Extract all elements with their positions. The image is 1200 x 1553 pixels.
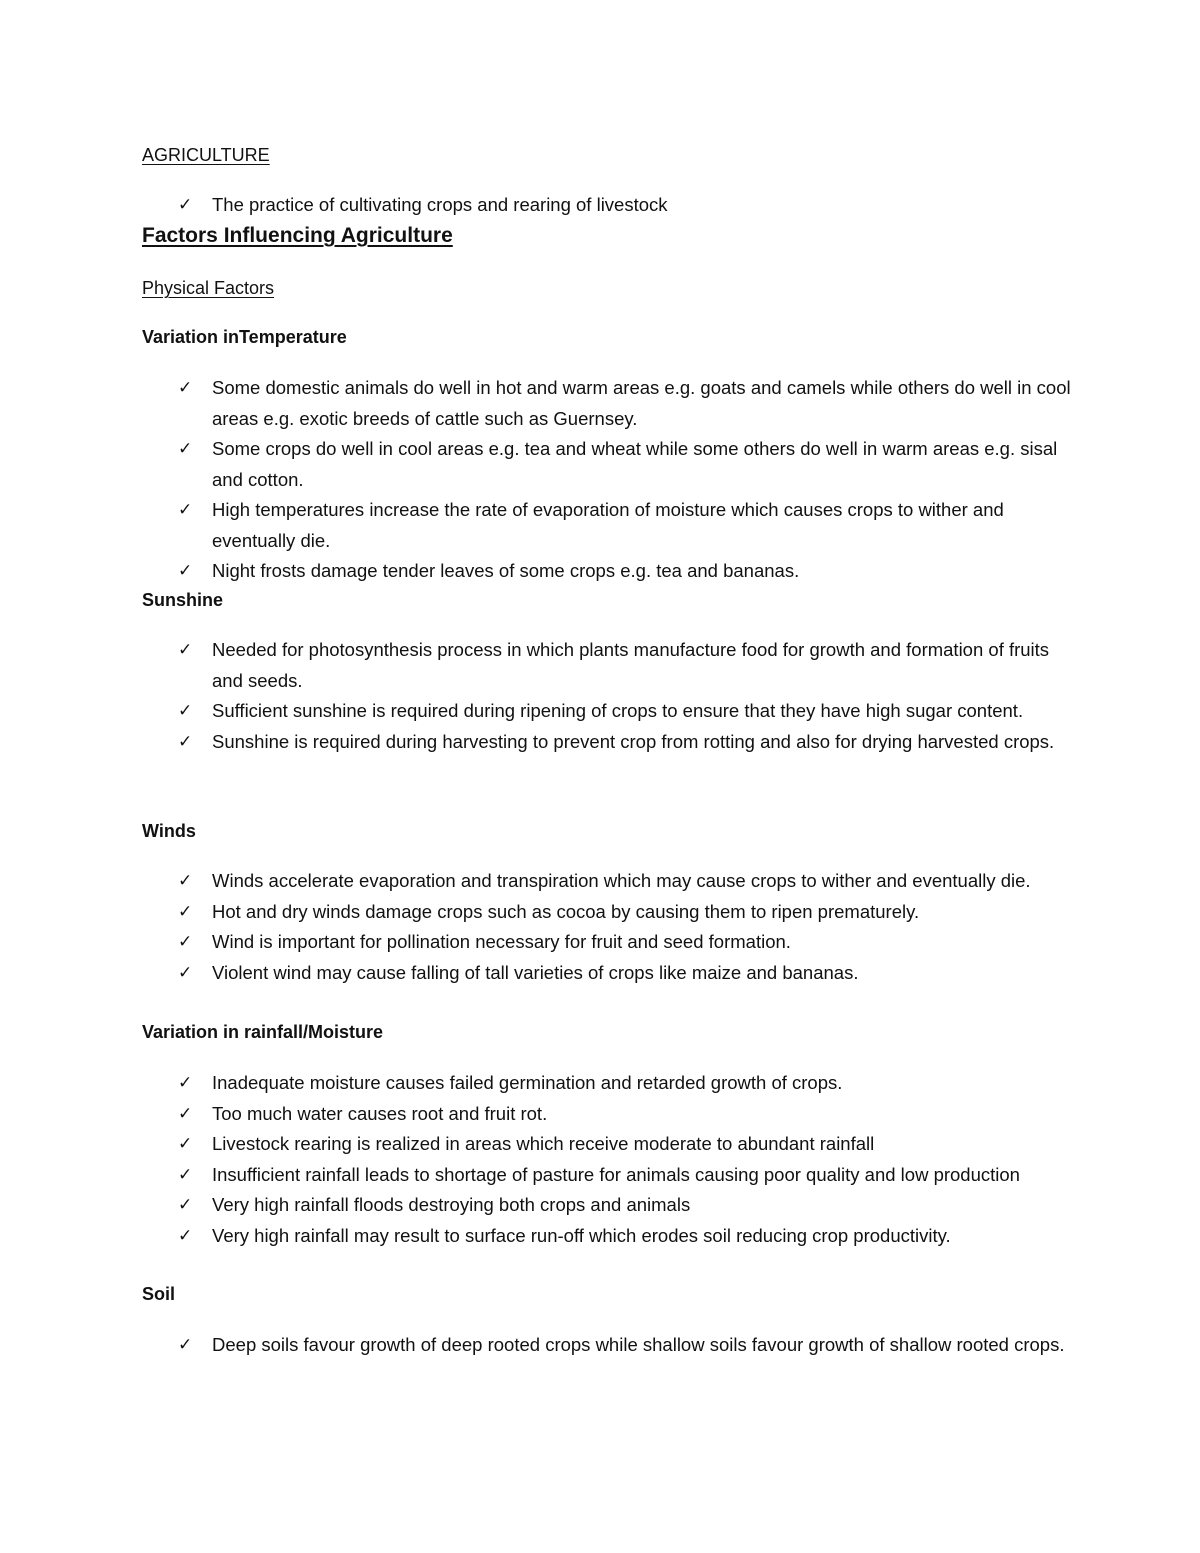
list-item-text: Some domestic animals do well in hot and warm areas e.g. goats and camels while others do well in cool areas e.g. exotic breeds of cattle such as Guernsey.: [212, 377, 1071, 429]
checkmark-icon: ✓: [178, 640, 193, 660]
list-item-text: High temperatures increase the rate of evaporation of moisture which causes crops to wither and eventually die.: [212, 499, 1004, 551]
list-item: [0, 1160, 1072, 1191]
list-item-text: Very high rainfall floods destroying both crops and animals: [212, 1194, 691, 1215]
list-item: [0, 958, 1072, 989]
list-item: [0, 434, 1072, 495]
list-item: [0, 495, 1072, 556]
list-item: [0, 556, 1072, 587]
list-item: [0, 1099, 1072, 1130]
list-item-text: Inadequate moisture causes failed germination and retarded growth of crops.: [212, 1072, 843, 1093]
list-item: [0, 1330, 1072, 1361]
list-item-text: Night frosts damage tender leaves of some crops e.g. tea and bananas.: [212, 560, 800, 581]
section-heading-winds: Winds: [142, 821, 196, 841]
checkmark-icon: ✓: [178, 500, 193, 520]
list-item-text: Insufficient rainfall leads to shortage of pasture for animals causing poor quality and low production: [212, 1163, 1020, 1185]
checkmark-icon: ✓: [178, 1164, 193, 1185]
list-item-text: Hot and dry winds damage crops such as cocoa by causing them to ripen prematurely.: [212, 900, 920, 922]
list-item: [0, 1129, 1072, 1160]
list-item-text: Too much water causes root and fruit rot.: [212, 1102, 548, 1124]
list-item: [0, 190, 1072, 221]
list-item: [0, 866, 1072, 897]
checkmark-icon: ✓: [178, 962, 193, 983]
list-item-text: Needed for photosynthesis process in which plants manufacture food for growth and formation of fruits and seeds.: [212, 639, 1050, 691]
list-item-text: Very high rainfall may result to surface run-off which erodes soil reducing crop productivity.: [212, 1224, 951, 1246]
list-item-text: Livestock rearing is realized in areas which receive moderate to abundant rainfall: [212, 1133, 875, 1154]
sunshine-list: [0, 635, 1072, 757]
soil-list: [0, 1330, 1072, 1361]
checkmark-icon: ✓: [178, 439, 193, 459]
checkmark-icon: ✓: [178, 1103, 193, 1124]
checkmark-icon: ✓: [178, 1134, 193, 1154]
list-item: [0, 897, 1072, 928]
checkmark-icon: ✓: [178, 901, 193, 922]
checkmark-icon: ✓: [178, 731, 193, 752]
list-item: [0, 927, 1072, 958]
list-item: [0, 1190, 1072, 1221]
list-item-text: Some crops do well in cool areas e.g. tea and wheat while some others do well in warm areas e.g. sisal and cotton.: [212, 438, 1058, 490]
list-item-text: Deep soils favour growth of deep rooted crops while shallow soils favour growth of shallow rooted crops.: [212, 1334, 1065, 1355]
list-item: [0, 635, 1072, 696]
checkmark-icon: ✓: [178, 1073, 193, 1093]
winds-list: [0, 866, 1072, 988]
section-heading-sunshine: Sunshine: [142, 590, 224, 610]
section-heading-rainfall: Variation in rainfall/Moisture: [142, 1022, 384, 1042]
list-item: [0, 696, 1072, 727]
sub-heading: Physical Factors: [142, 278, 275, 298]
list-item-text: Violent wind may cause falling of tall varieties of crops like maize and bananas.: [212, 961, 859, 983]
checkmark-icon: ✓: [178, 701, 193, 721]
list-item-text: Winds accelerate evaporation and transpiration which may cause crops to wither and eventually die.: [212, 870, 1031, 891]
list-item: [0, 373, 1072, 434]
checkmark-icon: ✓: [178, 871, 193, 891]
checkmark-icon: ✓: [178, 1335, 193, 1355]
checkmark-icon: ✓: [178, 932, 193, 952]
list-item-text: Sufficient sunshine is required during ripening of crops to ensure that they have high sugar content.: [212, 700, 1024, 721]
checkmark-icon: ✓: [178, 195, 193, 215]
temperature-list: [0, 373, 1072, 587]
section-heading-soil: Soil: [142, 1284, 176, 1304]
list-item: [0, 727, 1072, 758]
list-item-text: Wind is important for pollination necessary for fruit and seed formation.: [212, 931, 791, 952]
document-title: AGRICULTURE: [142, 145, 270, 165]
main-heading: Factors Influencing Agriculture: [142, 224, 453, 247]
list-item: [0, 1221, 1072, 1252]
definition-text: The practice of cultivating crops and rearing of livestock: [212, 194, 668, 215]
checkmark-icon: ✓: [178, 1195, 193, 1215]
list-item-text: Sunshine is required during harvesting to prevent crop from rotting and also for drying harvested crops.: [212, 730, 1055, 752]
checkmark-icon: ✓: [178, 378, 193, 398]
rainfall-list: [0, 1068, 1072, 1251]
section-heading-temperature: Variation inTemperature: [142, 327, 347, 347]
definition-list: [0, 190, 1072, 221]
list-item: [0, 1068, 1072, 1099]
checkmark-icon: ✓: [178, 1225, 193, 1246]
checkmark-icon: ✓: [178, 561, 193, 581]
